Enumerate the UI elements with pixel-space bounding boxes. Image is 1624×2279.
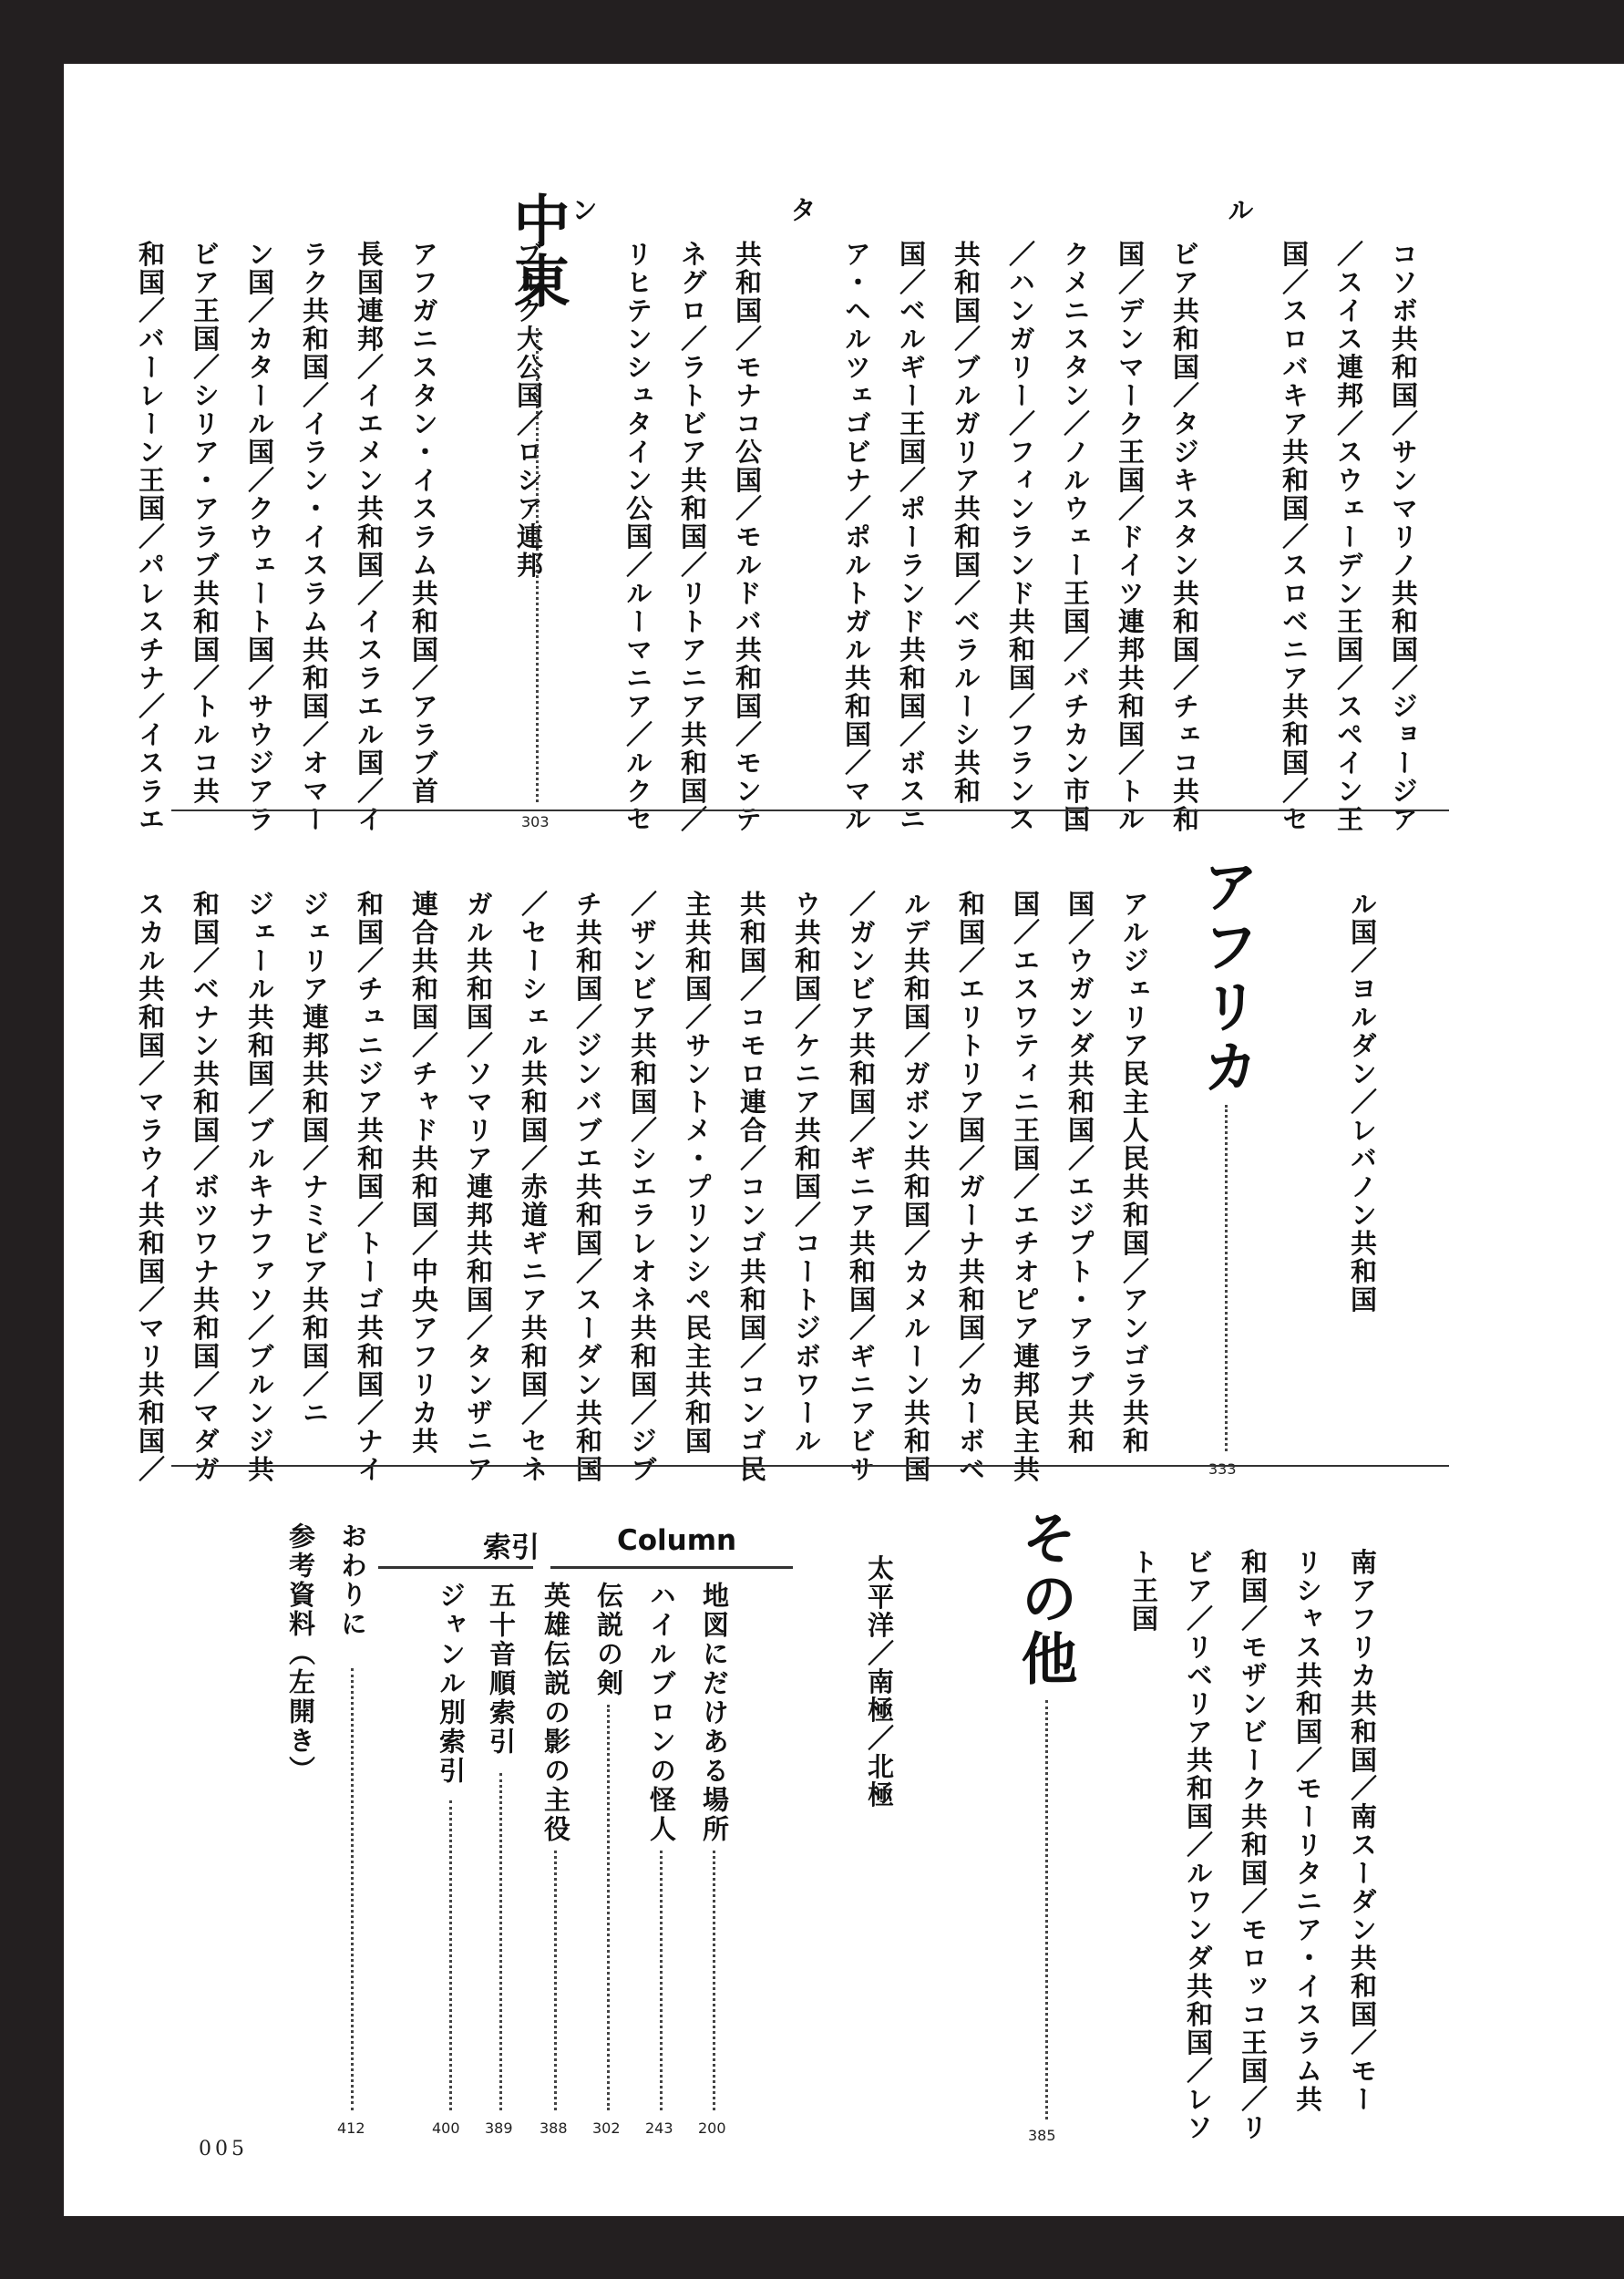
middle-east-line: ラク共和国／イラン・イスラム共和国／オマー [299,240,330,834]
africa-line: 和国／モザンビーク共和国／モロッコ王国／リ [1238,1548,1269,2142]
europe-line: 国／スロバキア共和国／スロベニア共和国／セル [1224,196,1310,834]
middle-east-line: アフガニスタン・イスラム共和国／アラブ首 [408,240,439,806]
index-entry [483,1582,520,1757]
other-heading: その他 [1012,1509,1078,1689]
page-number: 005 [199,2138,248,2160]
section-divider [171,1465,1449,1467]
column-entry-title: ハイルブロンの怪人 [646,1582,677,1844]
references-entry [283,1522,320,1785]
africa-line: ／ザンビア共和国／シエラレオネ共和国／ジブ [627,890,658,1484]
africa-line: リシャス共和国／モーリタニア・イスラム共 [1292,1548,1323,2114]
africa-line: ジェール共和国／ブルキナファソ／ブルンジ共 [244,890,275,1484]
africa-line: ／セーシェル共和国／赤道ギニア共和国／セネ [518,890,549,1484]
africa-line: チ共和国／ジンバブエ共和国／スーダン共和国 [572,890,603,1484]
page [64,64,1624,2216]
middle-east-line: 長国連邦／イエメン共和国／イスラエル国／イ [354,240,385,834]
europe-line: 共和国／ブルガリア共和国／ベラルーシ共和 [951,240,982,806]
column-entry-leader [554,1851,557,2110]
europe-line: ブルク大公国／ロシア連邦 [513,240,544,580]
africa-line: ／ガンビア共和国／ギニア共和国／ギニアビサ [846,890,877,1484]
africa-line: 連合共和国／チャド共和国／中央アフリカ共 [408,890,439,1456]
other-page: 385 [1028,2127,1056,2144]
index-entry [433,1582,470,1786]
afterword-leader [351,1668,354,2110]
africa-line: ガル共和国／ソマリア連邦共和国／タンザニア [463,890,494,1484]
europe-line: 国／ベルギー王国／ポーランド共和国／ボスニ [896,240,927,834]
africa-line: アルジェリア民主人民共和国／アンゴラ共和 [1119,890,1150,1456]
afterword-title: おわりに [337,1522,368,1639]
column-entry-title: 伝説の剣 [593,1582,624,1698]
africa-line: 南アフリカ共和国／南スーダン共和国／モー [1347,1548,1378,2114]
other-leader [1045,1700,1048,2119]
column-entry-page: 388 [540,2119,568,2137]
europe-line: コソボ共和国／サンマリノ共和国／ジョージア [1388,240,1419,834]
column-rule [550,1566,793,1569]
middle-east-page: 303 [521,813,550,830]
column-entry-leader [713,1851,715,2110]
index-entry-title: ジャンル別索引 [436,1582,467,1786]
europe-line: ／ハンガリー／フィンランド共和国／フランス [1005,240,1036,834]
middle-east-continued-list [1347,846,1444,1502]
africa-line: ト王国 [1128,1548,1159,1634]
column-entry [538,1582,575,1844]
europe-line: ネグロ／ラトビア共和国／リトアニア共和国／ [677,240,708,834]
africa-continued-list [1128,1504,1444,2160]
africa-leader [1225,1105,1228,1451]
europe-line: リヒテンシュタイン公国／ルーマニア／ルクセン [568,196,653,834]
index-label: 索引 [483,1531,540,1564]
middle-east-line: 和国／バーレーン王国／パレスチナ／イスラエ [135,240,166,834]
africa-heading: アフリカ [1193,857,1259,1098]
middle-east-list [135,196,506,852]
index-entry-leader [499,1773,502,2110]
africa-list [135,846,1217,1502]
africa-line: 共和国／コモロ連合／コンゴ共和国／コンゴ民 [736,890,767,1484]
europe-line: 国／デンマーク王国／ドイツ連邦共和国／トル [1115,240,1146,834]
other-list [864,1511,961,2057]
afterword-page: 412 [337,2119,365,2137]
index-rule [378,1566,533,1569]
index-entry-leader [449,1800,452,2110]
africa-line: 和国／ベナン共和国／ボツワナ共和国／マダガ [190,890,221,1484]
index-entry-page: 389 [485,2119,513,2137]
column-entry-leader [660,1851,663,2110]
column-entry [591,1582,628,1698]
africa-line: ウ共和国／ケニア共和国／コートジボワール [791,890,822,1456]
column-entry [643,1582,681,1844]
africa-line: スカル共和国／マラウイ共和国／マリ共和国／ [135,890,166,1484]
africa-line: ジェリア連邦共和国／ナミビア共和国／ニ [299,890,330,1428]
other-line: 太平洋／南極／北極 [864,1554,895,1810]
middle-east-line: ル国／ヨルダン／レバノン共和国 [1347,890,1378,1315]
references-title: 参考資料（左開き） [285,1522,316,1785]
middle-east-line: ン国／カタール国／クウェート国／サウジアラ [244,240,275,834]
column-entry-page: 200 [698,2119,726,2137]
europe-line: クメニスタン／ノルウェー王国／バチカン市国 [1060,240,1091,834]
column-entry [696,1582,734,1844]
column-entry-title: 英雄伝説の影の主役 [540,1582,571,1844]
column-entry-page: 243 [645,2119,673,2137]
africa-line: 国／ウガンダ共和国／エジプト・アラブ共和 [1064,890,1095,1456]
europe-line: ア・ヘルツェゴビナ／ポルトガル共和国／マルタ [786,196,872,834]
africa-page: 333 [1208,1460,1237,1478]
africa-line: 和国／エリトリア国／ガーナ共和国／カーボベ [955,890,986,1484]
column-entry-leader [607,1705,610,2110]
column-entry-page: 302 [592,2119,621,2137]
column-label: Column [617,1524,737,1557]
africa-line: ビア／リベリア共和国／ルワンダ共和国／レソ [1183,1548,1214,2142]
middle-east-line: ビア王国／シリア・アラブ共和国／トルコ共 [190,240,221,806]
afterword-entry [334,1522,372,1639]
index-entry-page: 400 [432,2119,460,2137]
section-divider [171,810,1449,811]
europe-line: 共和国／モナコ公国／モルドバ共和国／モンテ [732,240,763,834]
middle-east-leader [536,328,539,802]
africa-line: 主共和国／サントメ・プリンシペ民主共和国 [682,890,713,1456]
europe-line: ／スイス連邦／スウェーデン王国／スペイン王 [1333,240,1364,834]
middle-east-heading: 中東 [504,191,570,312]
africa-line: 国／エスワティニ王国／エチオピア連邦民主共 [1010,890,1041,1484]
africa-line: ルデ共和国／ガボン共和国／カメルーン共和国 [900,890,931,1484]
africa-line: 和国／チュニジア共和国／トーゴ共和国／ナイ [354,890,385,1484]
europe-line: ビア共和国／タジキスタン共和国／チェコ共和 [1169,240,1200,834]
column-entry-title: 地図にだけある場所 [699,1582,730,1844]
index-entry-title: 五十音順索引 [486,1582,517,1757]
